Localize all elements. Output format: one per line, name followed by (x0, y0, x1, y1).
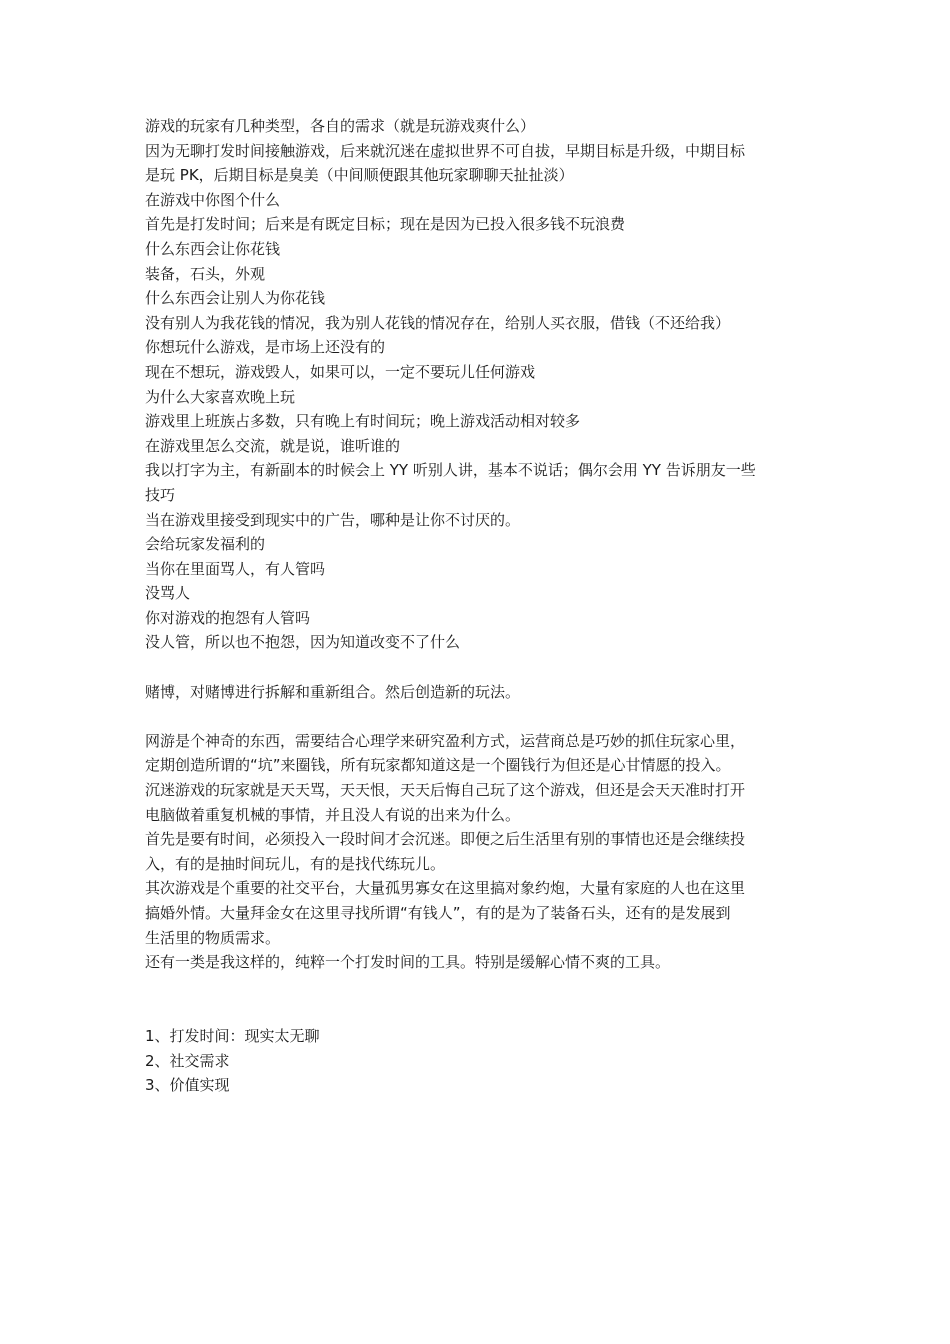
list-item: 3、价值实现 (145, 1076, 230, 1095)
text-line: 沉迷游戏的玩家就是天天骂，天天恨，天天后悔自己玩了这个游戏，但还是会天天准时打开 (145, 781, 746, 800)
essay-section (145, 729, 810, 975)
text-line: 还有一类是我这样的，纯粹一个打发时间的工具。特别是缓解心情不爽的工具。 (145, 953, 671, 972)
text-line: 什么东西会让你花钱 (145, 239, 281, 258)
text-line: 当在游戏里接受到现实中的广告，哪种是让你不讨厌的。 (145, 510, 521, 529)
text-line: 为什么大家喜欢晚上玩 (145, 387, 296, 406)
text-line: 首先是要有时间，必须投入一段时间才会沉迷。即便之后生活里有别的事情也还是会继续投 (145, 830, 746, 849)
text-line: 什么东西会让别人为你花钱 (145, 289, 326, 308)
blank-line (145, 655, 810, 680)
text-line: 你想玩什么游戏，是市场上还没有的 (145, 338, 386, 357)
blank-line (145, 999, 810, 1024)
text-line: 没人管，所以也不抱怨，因为知道改变不了什么 (145, 633, 461, 652)
text-line: 现在不想玩，游戏毁人，如果可以，一定不要玩儿任何游戏 (145, 362, 536, 381)
document-page (145, 114, 810, 1098)
text-line: 电脑做着重复机械的事情，并且没人有说的出来为什么。 (145, 805, 521, 824)
text-line: 在游戏中你图个什么 (145, 190, 281, 209)
text-line: 游戏的玩家有几种类型，各自的需求（就是玩游戏爽什么） (145, 117, 536, 135)
list-item: 2、社交需求 (145, 1051, 230, 1070)
text-line: 定期创造所谓的“坑”来圈钱，所有玩家都知道这是一个圈钱行为但还是心甘情愿的投入。 (145, 756, 731, 775)
text-line: 没有别人为我花钱的情况，我为别人花钱的情况存在，给别人买衣服，借钱（不还给我） (145, 313, 731, 332)
text-line: 生活里的物质需求。 (145, 928, 281, 947)
text-line: 技巧 (145, 485, 176, 504)
text-line: 装备，石头，外观 (145, 264, 266, 283)
gambling-paragraph: 赌博，对赌博进行拆解和重新组合。然后创造新的玩法。 (145, 682, 521, 701)
qa-section (145, 114, 810, 655)
text-line: 在游戏里怎么交流，就是说，谁听谁的 (145, 436, 401, 455)
blank-line (145, 975, 810, 1000)
text-line: 是玩 PK，后期目标是臭美（中间顺便跟其他玩家聊聊天扯扯淡） (145, 166, 574, 185)
text-line: 当你在里面骂人，有人管吗 (145, 559, 326, 578)
text-line: 会给玩家发福利的 (145, 535, 266, 554)
text-line: 游戏里上班族占多数，只有晚上有时间玩；晚上游戏活动相对较多 (145, 412, 581, 431)
text-line: 其次游戏是个重要的社交平台，大量孤男寡女在这里搞对象约炮，大量有家庭的人也在这里 (145, 879, 746, 898)
text-line: 没骂人 (145, 584, 191, 603)
text-line: 首先是打发时间；后来是有既定目标；现在是因为已投入很多钱不玩浪费 (145, 215, 626, 234)
text-line: 我以打字为主，有新副本的时候会上 YY 听别人讲，基本不说话；偶尔会用 YY 告诉朋友一些 (145, 461, 756, 480)
blank-line (145, 704, 810, 729)
text-line: 搞婚外情。大量拜金女在这里寻找所谓“有钱人”，有的是为了装备石头，还有的是发展到 (145, 904, 731, 922)
text-line: 入，有的是抽时间玩儿，有的是找代练玩儿。 (145, 854, 446, 873)
summary-list (145, 1024, 810, 1098)
text-line: 你对游戏的抱怨有人管吗 (145, 608, 311, 627)
text-line: 因为无聊打发时间接触游戏，后来就沉迷在虚拟世界不可自拔，早期目标是升级，中期目标 (145, 141, 746, 160)
list-item: 1、打发时间：现实太无聊 (145, 1026, 320, 1045)
text-line: 网游是个神奇的东西，需要结合心理学来研究盈利方式，运营商总是巧妙的抓住玩家心里， (145, 731, 746, 750)
